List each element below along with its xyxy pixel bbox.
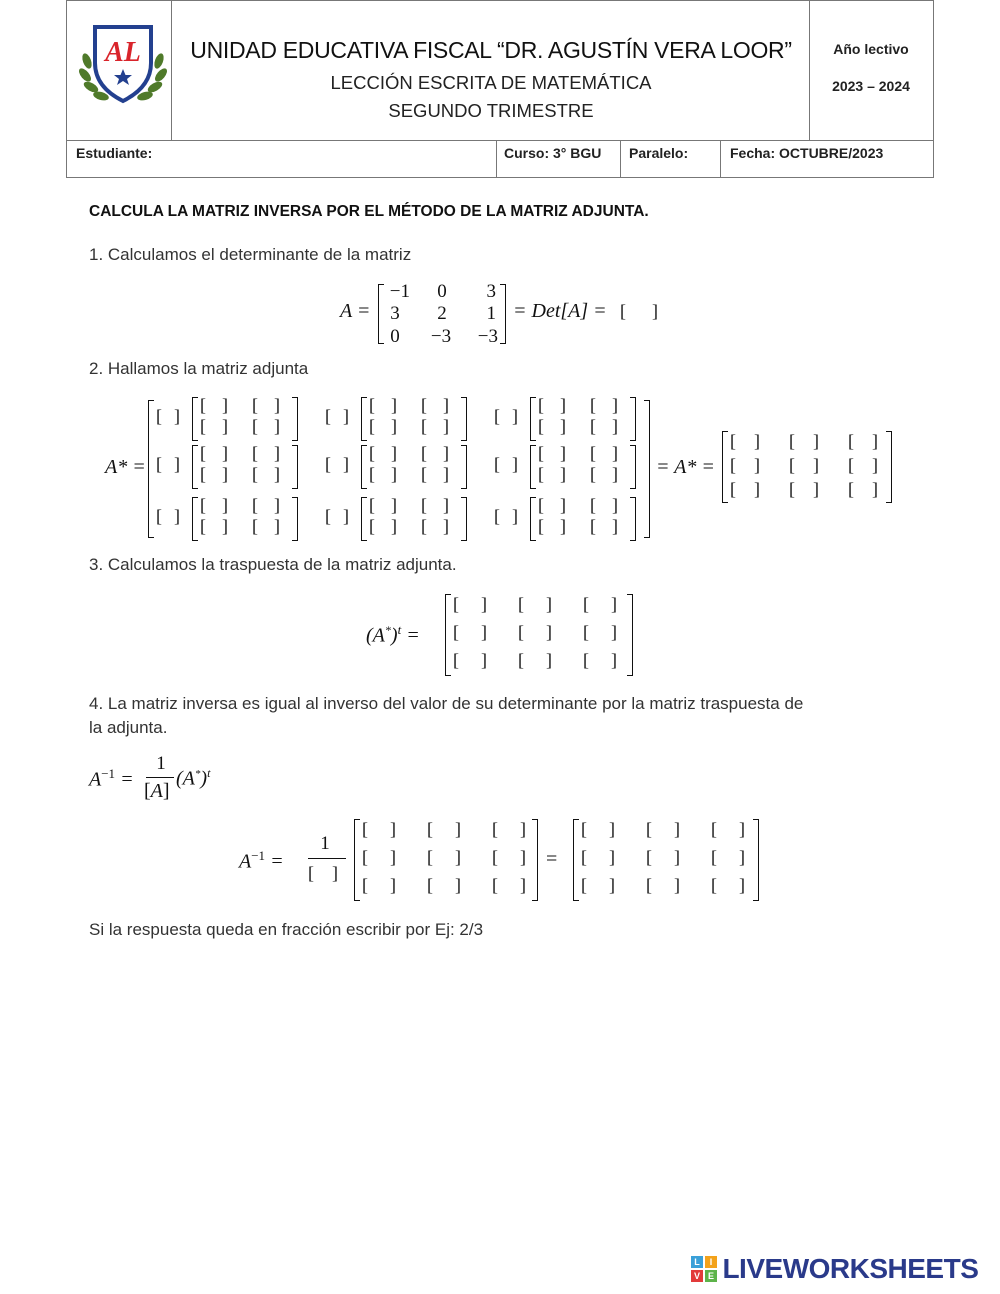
cofactor-sign-box[interactable]: [ ]: [156, 506, 180, 526]
minor-cell-box[interactable]: [ ]: [538, 495, 566, 515]
minor-cell-box[interactable]: [ ]: [252, 443, 280, 463]
minor-cell-box[interactable]: [ ]: [369, 443, 397, 463]
matrix-a-cell: −1: [389, 281, 410, 302]
minor-left-bracket: [530, 397, 536, 441]
minor-right-bracket: [461, 497, 467, 541]
transpose-answer-box[interactable]: [ ]: [453, 622, 487, 642]
svg-text:I: I: [709, 1257, 713, 1267]
year-label: Año lectivo: [833, 41, 909, 57]
inverse-answer-box[interactable]: [ ]: [581, 875, 615, 895]
minor-cell-box[interactable]: [ ]: [252, 495, 280, 515]
adjoint-label: A* =: [105, 456, 146, 478]
inverse-mid-left-bracket: [354, 819, 360, 901]
inverse-answer-box[interactable]: [ ]: [646, 819, 680, 839]
transpose-answer-box[interactable]: [ ]: [583, 650, 617, 670]
adjoint-outer-right-bracket: [644, 400, 650, 538]
minor-right-bracket: [461, 397, 467, 441]
adjoint-equals: = A* =: [656, 456, 715, 478]
inverse-answer-box[interactable]: [ ]: [581, 847, 615, 867]
matrix-a-right-bracket: [500, 284, 506, 344]
school-name: UNIDAD EDUCATIVA FISCAL “DR. AGUSTÍN VERA LOOR”: [190, 37, 792, 63]
transpose-answer-box[interactable]: [ ]: [518, 650, 552, 670]
logo-initials: AL: [105, 37, 141, 68]
minor-cell-box[interactable]: [ ]: [421, 443, 449, 463]
minor-right-bracket: [461, 445, 467, 489]
minor-right-bracket: [292, 497, 298, 541]
cofactor-sign-box[interactable]: [ ]: [325, 406, 349, 426]
adjoint-answer-box[interactable]: [ ]: [789, 431, 819, 451]
header-table: [66, 0, 934, 178]
cofactor-sign-box[interactable]: [ ]: [325, 506, 349, 526]
step-4-text-cont: la adjunta.: [89, 718, 168, 737]
adjoint-answer-box[interactable]: [ ]: [848, 455, 878, 475]
adjoint-answer-box[interactable]: [ ]: [730, 455, 760, 475]
minor-cell-box[interactable]: [ ]: [421, 516, 449, 536]
minor-cell-box[interactable]: [ ]: [590, 464, 618, 484]
transpose-answer-box[interactable]: [ ]: [518, 622, 552, 642]
matrix-a-cell: 0: [390, 326, 400, 347]
minor-right-bracket: [630, 397, 636, 441]
course-label: Curso: 3° BGU: [504, 145, 602, 161]
step-1-text: 1. Calculamos el determinante de la matriz: [89, 245, 412, 264]
inverse-answer-box[interactable]: [ ]: [581, 819, 615, 839]
step-2-text: 2. Hallamos la matriz adjunta: [89, 359, 309, 378]
cofactor-sign-box[interactable]: [ ]: [156, 454, 180, 474]
minor-cell-box[interactable]: [ ]: [252, 416, 280, 436]
inverse-mid-answer-box[interactable]: [ ]: [492, 875, 526, 895]
adjoint-answer-box[interactable]: [ ]: [848, 479, 878, 499]
inverse-label: $A^{-1}$ =: [239, 848, 284, 873]
school-logo: [77, 21, 169, 107]
adjoint-outer-left-bracket: [148, 400, 154, 538]
transpose-left-bracket: [445, 594, 451, 676]
inverse-answer-box[interactable]: [ ]: [711, 819, 745, 839]
fraction-note: Si la respuesta queda en fracción escribir por Ej: 2/3: [89, 920, 484, 939]
svg-text:V: V: [693, 1271, 701, 1281]
inverse-formula-numerator: 1: [156, 753, 166, 774]
minor-cell-box[interactable]: [ ]: [200, 395, 228, 415]
adjoint-answer-box[interactable]: [ ]: [789, 455, 819, 475]
liveworksheets-logo: [690, 1253, 978, 1287]
minor-right-bracket: [630, 445, 636, 489]
minor-cell-box[interactable]: [ ]: [421, 416, 449, 436]
adjoint-result-right-bracket: [886, 431, 892, 503]
parallel-label: Paralelo:: [629, 145, 689, 161]
minor-cell-box[interactable]: [ ]: [252, 516, 280, 536]
student-label: Estudiante:: [76, 145, 153, 161]
minor-cell-box[interactable]: [ ]: [421, 464, 449, 484]
matrix-a-label: A =: [340, 300, 371, 322]
minor-cell-box[interactable]: [ ]: [590, 443, 618, 463]
matrix-a-cell: 3: [390, 303, 400, 324]
inverse-formula-fraction-bar: [146, 777, 174, 778]
liveworksheets-icon: [690, 1254, 718, 1284]
determinant-answer-box[interactable]: [ ]: [620, 301, 658, 321]
year-value: 2023 – 2024: [832, 78, 910, 94]
adjoint-answer-box[interactable]: [ ]: [848, 431, 878, 451]
minor-cell-box[interactable]: [ ]: [538, 443, 566, 463]
cofactor-sign-box[interactable]: [ ]: [494, 406, 518, 426]
minor-left-bracket: [361, 497, 367, 541]
minor-cell-box[interactable]: [ ]: [590, 395, 618, 415]
transpose-answer-box[interactable]: [ ]: [518, 594, 552, 614]
inverse-mid-answer-box[interactable]: [ ]: [362, 875, 396, 895]
inverse-equals: =: [546, 848, 558, 870]
minor-left-bracket: [192, 445, 198, 489]
minor-cell-box[interactable]: [ ]: [369, 416, 397, 436]
minor-cell-box[interactable]: [ ]: [590, 416, 618, 436]
minor-cell-box[interactable]: [ ]: [590, 516, 618, 536]
step-3-text: 3. Calculamos la traspuesta de la matriz adjunta.: [89, 555, 457, 574]
minor-cell-box[interactable]: [ ]: [252, 395, 280, 415]
minor-left-bracket: [192, 497, 198, 541]
minor-cell-box[interactable]: [ ]: [538, 516, 566, 536]
minor-cell-box[interactable]: [ ]: [538, 395, 566, 415]
inverse-formula-lhs: $A^{-1}$ =: [89, 766, 134, 791]
minor-cell-box[interactable]: [ ]: [369, 464, 397, 484]
transpose-answer-box[interactable]: [ ]: [453, 650, 487, 670]
matrix-a-cell: 1: [486, 303, 496, 324]
minor-left-bracket: [530, 445, 536, 489]
minor-cell-box[interactable]: [ ]: [538, 464, 566, 484]
minor-cell-box[interactable]: [ ]: [421, 395, 449, 415]
inverse-answer-box[interactable]: [ ]: [711, 847, 745, 867]
inverse-answer-box[interactable]: [ ]: [646, 875, 680, 895]
inverse-mid-answer-box[interactable]: [ ]: [362, 819, 396, 839]
inverse-answer-box[interactable]: [ ]: [711, 875, 745, 895]
cofactor-sign-box[interactable]: [ ]: [494, 506, 518, 526]
minor-left-bracket: [361, 445, 367, 489]
transpose-right-bracket: [627, 594, 633, 676]
transpose-answer-box[interactable]: [ ]: [583, 622, 617, 642]
minor-cell-box[interactable]: [ ]: [421, 495, 449, 515]
minor-left-bracket: [361, 397, 367, 441]
adjoint-answer-box[interactable]: [ ]: [789, 479, 819, 499]
determinant-text: = Det[A] =: [513, 300, 607, 322]
minor-cell-box[interactable]: [ ]: [252, 464, 280, 484]
inverse-result-right-bracket: [753, 819, 759, 901]
minor-cell-box[interactable]: [ ]: [590, 495, 618, 515]
minor-cell-box[interactable]: [ ]: [369, 395, 397, 415]
date-label: Fecha: OCTUBRE/2023: [730, 145, 884, 161]
inverse-answer-box[interactable]: [ ]: [646, 847, 680, 867]
minor-cell-box[interactable]: [ ]: [200, 495, 228, 515]
transpose-answer-box[interactable]: [ ]: [453, 594, 487, 614]
minor-left-bracket: [192, 397, 198, 441]
matrix-a-cell: 0: [437, 281, 447, 302]
step-4-text: 4. La matriz inversa es igual al inverso del valor de su determinante por la matriz traspuesta de: [89, 694, 804, 713]
transpose-answer-box[interactable]: [ ]: [583, 594, 617, 614]
adjoint-answer-box[interactable]: [ ]: [730, 431, 760, 451]
inverse-mid-answer-box[interactable]: [ ]: [427, 847, 461, 867]
svg-text:E: E: [707, 1271, 715, 1281]
minor-cell-box[interactable]: [ ]: [369, 495, 397, 515]
main-instruction: CALCULA LA MATRIZ INVERSA POR EL MÉTODO DE LA MATRIZ ADJUNTA.: [89, 203, 649, 220]
matrix-a-cell: 2: [437, 303, 447, 324]
minor-cell-box[interactable]: [ ]: [200, 464, 228, 484]
liveworksheets-wordmark: LIVEWORKSHEETS: [722, 1253, 979, 1284]
lesson-title: LECCIÓN ESCRITA DE MATEMÁTICA: [330, 72, 652, 93]
term-title: SEGUNDO TRIMESTRE: [388, 100, 594, 121]
minor-cell-box[interactable]: [ ]: [369, 516, 397, 536]
minor-right-bracket: [292, 445, 298, 489]
svg-text:L: L: [694, 1257, 700, 1267]
minor-right-bracket: [292, 397, 298, 441]
cofactor-sign-box[interactable]: [ ]: [494, 454, 518, 474]
minor-cell-box[interactable]: [ ]: [200, 443, 228, 463]
adjoint-result-left-bracket: [722, 431, 728, 503]
inverse-one: 1: [320, 833, 330, 854]
inverse-formula-rhs: $(A^*)^t$: [176, 766, 211, 790]
adjoint-answer-box[interactable]: [ ]: [730, 479, 760, 499]
transpose-label: $(A^*)^t$ =: [366, 622, 420, 647]
inverse-mid-answer-box[interactable]: [ ]: [362, 847, 396, 867]
inverse-mid-answer-box[interactable]: [ ]: [427, 875, 461, 895]
minor-right-bracket: [630, 497, 636, 541]
inverse-mid-right-bracket: [532, 819, 538, 901]
matrix-a-cell: −3: [477, 326, 498, 347]
cofactor-sign-box[interactable]: [ ]: [156, 406, 180, 426]
inverse-det-answer-box[interactable]: [ ]: [308, 863, 338, 883]
minor-cell-box[interactable]: [ ]: [538, 416, 566, 436]
inverse-mid-answer-box[interactable]: [ ]: [492, 847, 526, 867]
matrix-a-cell: −3: [430, 326, 452, 347]
minor-cell-box[interactable]: [ ]: [200, 516, 228, 536]
inverse-mid-answer-box[interactable]: [ ]: [427, 819, 461, 839]
matrix-a-left-bracket: [378, 284, 384, 344]
inverse-formula-denominator: [A]: [144, 780, 170, 802]
inverse-fraction-bar: [308, 858, 346, 859]
matrix-a-cell: 3: [486, 281, 496, 302]
inverse-mid-answer-box[interactable]: [ ]: [492, 819, 526, 839]
minor-cell-box[interactable]: [ ]: [200, 416, 228, 436]
inverse-result-left-bracket: [573, 819, 579, 901]
minor-left-bracket: [530, 497, 536, 541]
cofactor-sign-box[interactable]: [ ]: [325, 454, 349, 474]
